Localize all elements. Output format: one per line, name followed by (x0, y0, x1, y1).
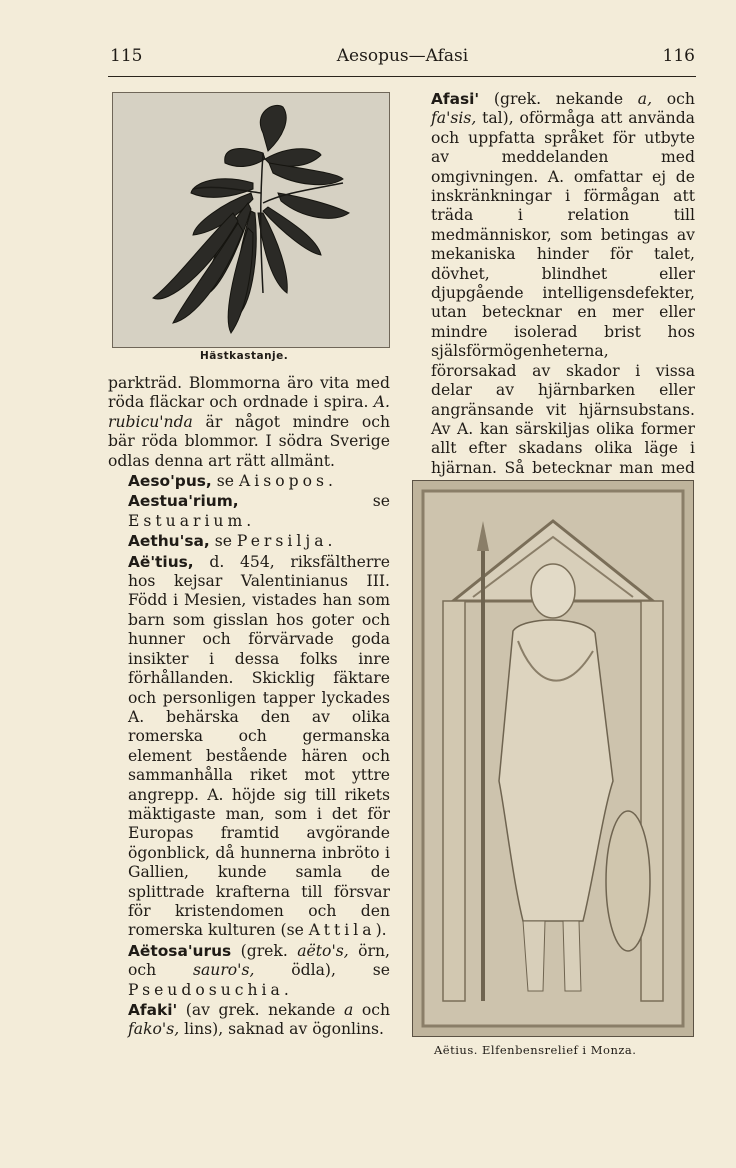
left-column (108, 374, 390, 1040)
entry-continuation (108, 374, 390, 471)
see-word: se (216, 472, 234, 491)
see-word: se (214, 532, 232, 551)
headword: Aëtosa'urus (128, 941, 232, 960)
headword: Afasi' (431, 90, 480, 108)
running-title: Aesopus—Afasi (336, 46, 469, 66)
headword: Afaki' (128, 1001, 178, 1019)
entry-afasi (411, 90, 695, 498)
greek-word: sauro's, (192, 961, 255, 980)
cross-reference: Persilja. (236, 532, 337, 551)
entry-text: tal), oförmåga att använda och uppfatta språket för utbyte av meddelanden med omgivningen. A. omfattar ej de inskränkningar i förmågan att träda i relation till medmänniskor, som betingas av mekaniska hinder för talet, dövhet, blindhet eller djupgående intelligensdefekter, utan betecknar en mer eller mindre isolerad brist hos själsförmögenheterna, förorsakad av skador i vissa delar av hjärnbarken eller angränsande vit hjärnsubstans. Av A. kan särskiljas olika former allt efter skadans olika läge i hjärnan. Så betecknar man med (431, 109, 695, 477)
entry-aestuarium (108, 492, 390, 531)
greek-word: fako's, (128, 1020, 180, 1039)
running-header (110, 46, 695, 70)
see-word: se (372, 492, 390, 511)
entry-text: d. 454, riksfältherre hos kejsar Valentinianus III. Född i Mesien, vistades han som barn som gisslan hos goter och hunner och förvärvade goda insikter i dessa folks inre förhållanden. Skicklig fäktare och personligen tapper lyckades A. behärska den av olika romerska och germanska element bestående hären och sammanhålla riket mot yttre angrepp. A. höjde sig till rikets mäktigaste man, som i det för Europas framtid avgörande ögonblick, då hunnerna inbröto i Gallien, kunde samla de splittrade krafterna till försvar för kristendomen och den romerska kulturen (se (128, 552, 390, 940)
page-number-left: 115 (110, 46, 143, 66)
ivory-relief-illustration (413, 481, 693, 1036)
closing-punctuation: ). (375, 921, 387, 940)
cross-reference: Pseudosuchia. (128, 980, 293, 999)
page-number-right: 116 (662, 46, 695, 66)
conjunction: och (361, 1001, 391, 1019)
headword: Aë'tius, (128, 552, 194, 571)
greek-word: aëto's, (297, 941, 349, 960)
etymology-prefix: (grek. nekande (493, 90, 624, 108)
entry-aetius (108, 553, 390, 941)
entry-afaki (108, 1001, 390, 1040)
etymology-prefix: (av grek. nekande (185, 1001, 336, 1019)
horse-chestnut-photo (112, 92, 390, 348)
figure-caption-horse-chestnut: Hästkastanje. (200, 350, 289, 362)
entry-aethusa (108, 532, 390, 551)
continuation-abbr: A. (373, 393, 390, 412)
greek-word: a (343, 1001, 354, 1019)
cross-reference: Aisopos. (238, 472, 337, 491)
header-rule (108, 76, 696, 77)
figure-caption-ivory-relief: Aëtius. Elfenbensrelief i Monza. (434, 1043, 637, 1057)
gloss: lins), saknad av ögonlins. (184, 1020, 385, 1039)
greek-word: fa'sis, (431, 109, 477, 128)
cross-reference: Attila (308, 921, 376, 940)
continuation-text: parkträd. Blommorna äro vita med röda fläckar och ordnade i spira. (108, 374, 390, 412)
entry-aetosaurus (108, 942, 390, 1000)
right-column (411, 90, 695, 498)
conjunction: och (666, 90, 695, 108)
headword: Aethu'sa, (128, 532, 210, 551)
greek-word: a, (637, 90, 653, 108)
ivory-relief-photo (412, 480, 694, 1037)
headword: Aeso'pus, (128, 472, 212, 491)
cross-reference: Estuarium. (128, 511, 256, 530)
gloss: örn, och (128, 941, 390, 980)
continuation-text-2: är något mindre och bär röda blommor. I södra Sverige odlas denna art rätt allmänt. (108, 412, 390, 470)
continuation-species: rubicu'nda (108, 412, 193, 431)
entry-aesopus (108, 472, 390, 491)
gloss: ödla), se (291, 961, 390, 980)
etymology-prefix: (grek. (240, 941, 288, 960)
headword: Aestua'rium, (128, 492, 239, 511)
horse-chestnut-illustration (113, 93, 389, 347)
